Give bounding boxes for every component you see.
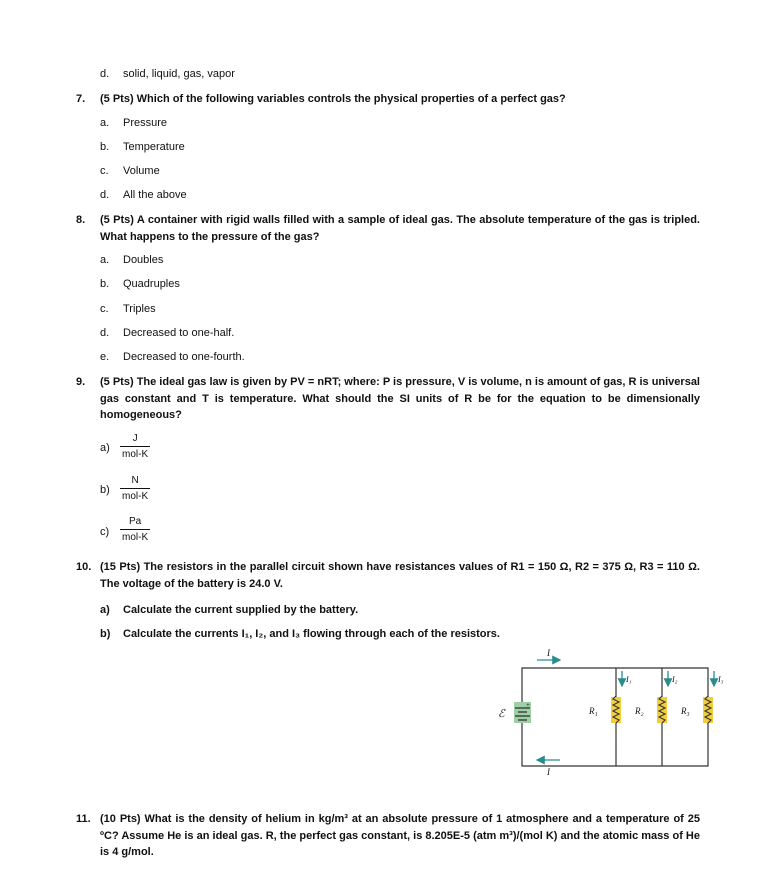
q10-part-a [100, 604, 358, 616]
option-letter: c. [100, 165, 109, 177]
question-8 [76, 212, 700, 245]
option-letter: b. [100, 141, 110, 153]
option-text: All the above [123, 189, 187, 201]
option-text: Triples [123, 303, 156, 315]
q8-option-c [100, 302, 156, 316]
option-text: Quadruples [123, 278, 180, 290]
option-text: solid, liquid, gas, vapor [123, 68, 235, 80]
question-7 [76, 91, 700, 108]
branch-current-label-3: I₃ [718, 675, 724, 684]
q7-option-d [100, 188, 187, 202]
question-text: (5 Pts) The ideal gas law is given by PV = nRT; where: P is pressure, V is volume, n is amount of gas, R is universal gas constant and T is temperature. What should the SI units of R be for the equation to be dimensionally homogeneous? [100, 376, 700, 421]
option-letter: e. [100, 351, 110, 363]
option-text: Decreased to one-fourth. [123, 351, 245, 363]
resistor-label-r3: R₃ [681, 706, 690, 716]
current-label-top: I [547, 648, 550, 658]
option-text: Volume [123, 165, 160, 177]
battery-plus-sign: + [526, 701, 530, 709]
branch-current-label-2: I₂ [672, 675, 678, 684]
q9-option-a-fraction [120, 433, 150, 460]
option-text: Doubles [123, 254, 164, 266]
resistor-r3 [703, 696, 713, 723]
q10-part-b [100, 628, 500, 640]
resistor-label-r1: R₁ [589, 706, 598, 716]
resistor-label-r2: R₂ [635, 706, 644, 716]
q9-option-c-letter: c) [100, 526, 110, 538]
question-9 [76, 374, 700, 424]
question-number: 10. [76, 561, 92, 573]
option-text: Pressure [123, 117, 168, 129]
resistor-r1 [611, 696, 621, 723]
q8-option-d [100, 326, 234, 340]
option-letter: d. [100, 68, 110, 80]
q9-option-b-fraction [120, 475, 150, 502]
option-letter: d. [100, 189, 110, 201]
q9-option-b-letter: b) [100, 484, 110, 496]
question-number: 9. [76, 376, 86, 388]
q6-option-d [100, 67, 235, 81]
question-text: (5 Pts) Which of the following variables controls the physical properties of a perfect gas? [100, 93, 566, 105]
question-number: 7. [76, 93, 86, 105]
question-number: 8. [76, 214, 86, 226]
question-text: (10 Pts) What is the density of helium in kg/m³ at an absolute pressure of 1 atmosphere and a temperature of 25 ºC? Assume He is an ideal gas. R, the perfect gas constant, is 8.205E-5 (atm m³)/(mol K) and the atomic mass of He is 4 g/mol. [100, 813, 700, 858]
parallel-circuit-diagram [492, 648, 732, 790]
q9-option-c-fraction [120, 516, 150, 543]
branch-current-label-1: I₁ [626, 675, 632, 684]
option-text: Temperature [123, 141, 185, 153]
q9-option-a-letter: a) [100, 442, 110, 454]
fraction-numerator: J [132, 433, 138, 444]
fraction-denominator: mol-K [120, 488, 150, 502]
fraction-denominator: mol-K [120, 446, 150, 460]
question-text: (5 Pts) A container with rigid walls filled with a sample of ideal gas. The absolute temperature of the gas is tripled. What happens to the pressure of the gas? [100, 214, 700, 243]
question-10 [76, 559, 700, 592]
part-letter: a) [100, 604, 110, 616]
emf-label: ℰ [498, 708, 505, 720]
current-label-bottom: I [547, 767, 550, 777]
part-letter: b) [100, 628, 111, 640]
option-text: Decreased to one-half. [123, 327, 235, 339]
q8-option-b [100, 277, 180, 291]
fraction-numerator: N [131, 475, 139, 486]
option-letter: b. [100, 278, 110, 290]
option-letter: a. [100, 117, 110, 129]
q7-option-c [100, 164, 160, 178]
q8-option-e [100, 350, 245, 364]
q7-option-a [100, 116, 167, 130]
fraction-numerator: Pa [128, 516, 142, 527]
q7-option-b [100, 140, 185, 154]
fraction-denominator: mol-K [120, 529, 150, 543]
question-number: 11. [76, 813, 91, 825]
option-letter: c. [100, 303, 109, 315]
part-text: Calculate the currents I₁, I₂, and I₃ flowing through each of the resistors. [123, 628, 500, 640]
option-letter: d. [100, 327, 110, 339]
part-text: Calculate the current supplied by the battery. [123, 604, 359, 616]
option-letter: a. [100, 254, 110, 266]
question-11 [76, 811, 700, 861]
question-text: (15 Pts) The resistors in the parallel circuit shown have resistances values of R1 = 150 Ω, R2 = 375 Ω, R3 = 110 Ω. The voltage of the battery is 24.0 V. [100, 561, 700, 590]
q8-option-a [100, 253, 163, 267]
resistor-r2 [657, 696, 667, 723]
